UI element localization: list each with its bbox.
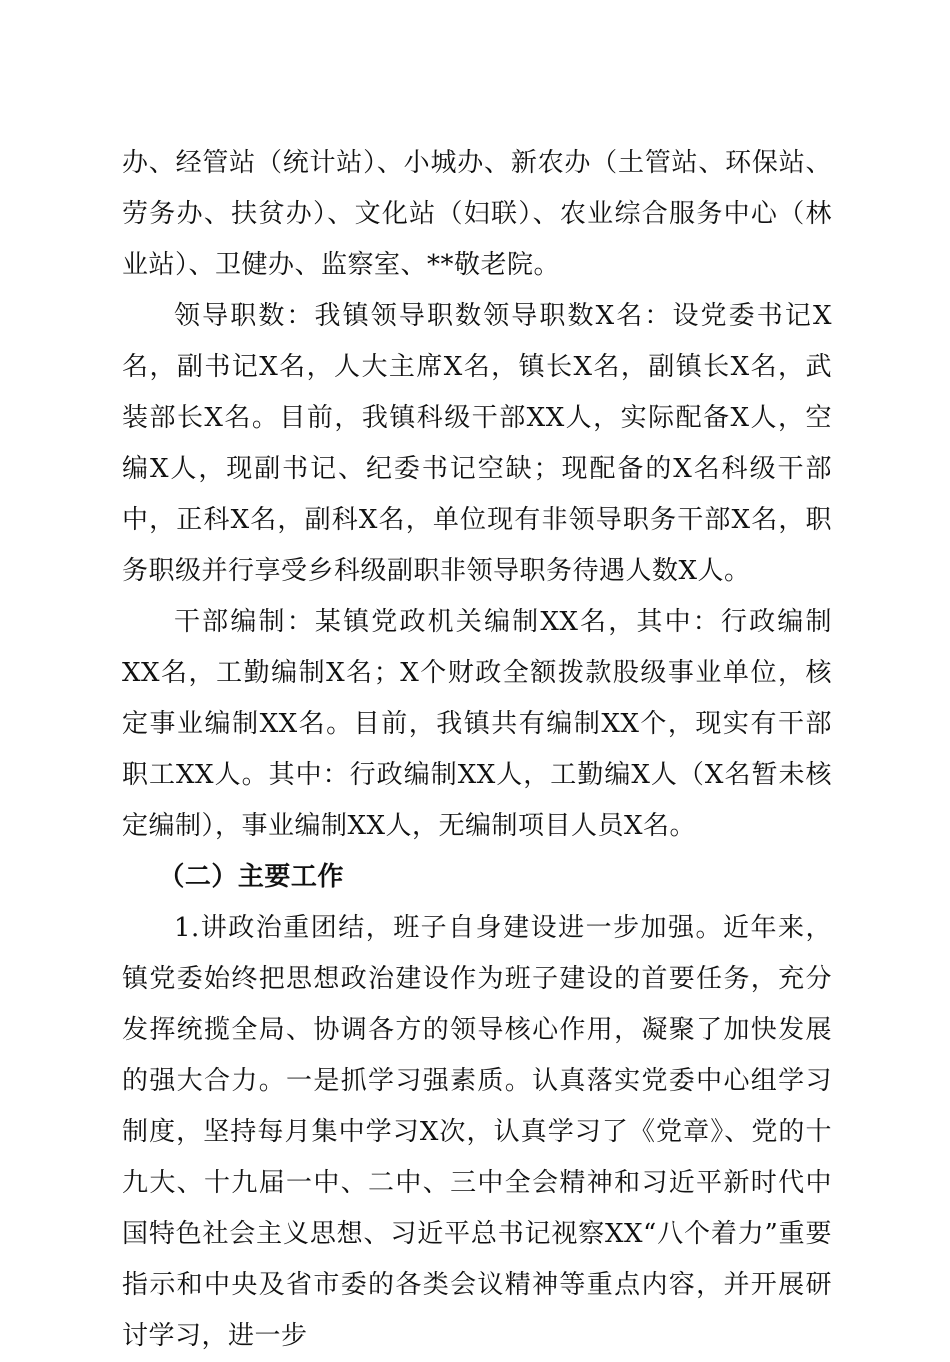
- section-heading: （二）主要工作: [158, 862, 344, 892]
- paragraph-staff-quota: 干部编制：某镇党政机关编制XX名，其中：行政编制XX名，工勤编制X名；X个财政全额拨款股级事业单位，核定事业编制XX名。目前，我镇共有编制XX个，现实有干部职工XX人。其中：行政编制XX人，工勤编X人（X名暂未核定编制），事业编制XX人，无编制项目人员X名。: [122, 607, 832, 841]
- document-body: [122, 138, 832, 1362]
- paragraph-main-work: 1.讲政治重团结，班子自身建设进一步加强。近年来，镇党委始终把思想政治建设作为班子建设的首要任务，充分发挥统揽全局、协调各方的领导核心作用，凝聚了加快发展的强大合力。一是抓学习强素质。认真落实党委中心组学习制度，坚持每月集中学习X次，认真学习了《党章》、党的十九大、十九届一中、二中、三中全会精神和习近平新时代中国特色社会主义思想、习近平总书记视察XX“八个着力”重要指示和中央及省市委的各类会议精神等重点内容，并开展研讨学习，进一步: [122, 913, 832, 1351]
- paragraph-org-units: 办、经管站（统计站）、小城办、新农办（土管站、环保站、劳务办、扶贫办）、文化站（妇联）、农业综合服务中心（林业站）、卫健办、监察室、**敬老院。: [122, 148, 832, 280]
- paragraph-leadership-positions: 领导职数：我镇领导职数领导职数X名：设党委书记X名，副书记X名，人大主席X名，镇长X名，副镇长X名，武装部长X名。目前，我镇科级干部XX人，实际配备X人，空编X人，现副书记、纪委书记空缺；现配备的X名科级干部中，正科X名，副科X名，单位现有非领导职务干部X名，职务职级并行享受乡科级副职非领导职务待遇人数X人。: [122, 301, 832, 586]
